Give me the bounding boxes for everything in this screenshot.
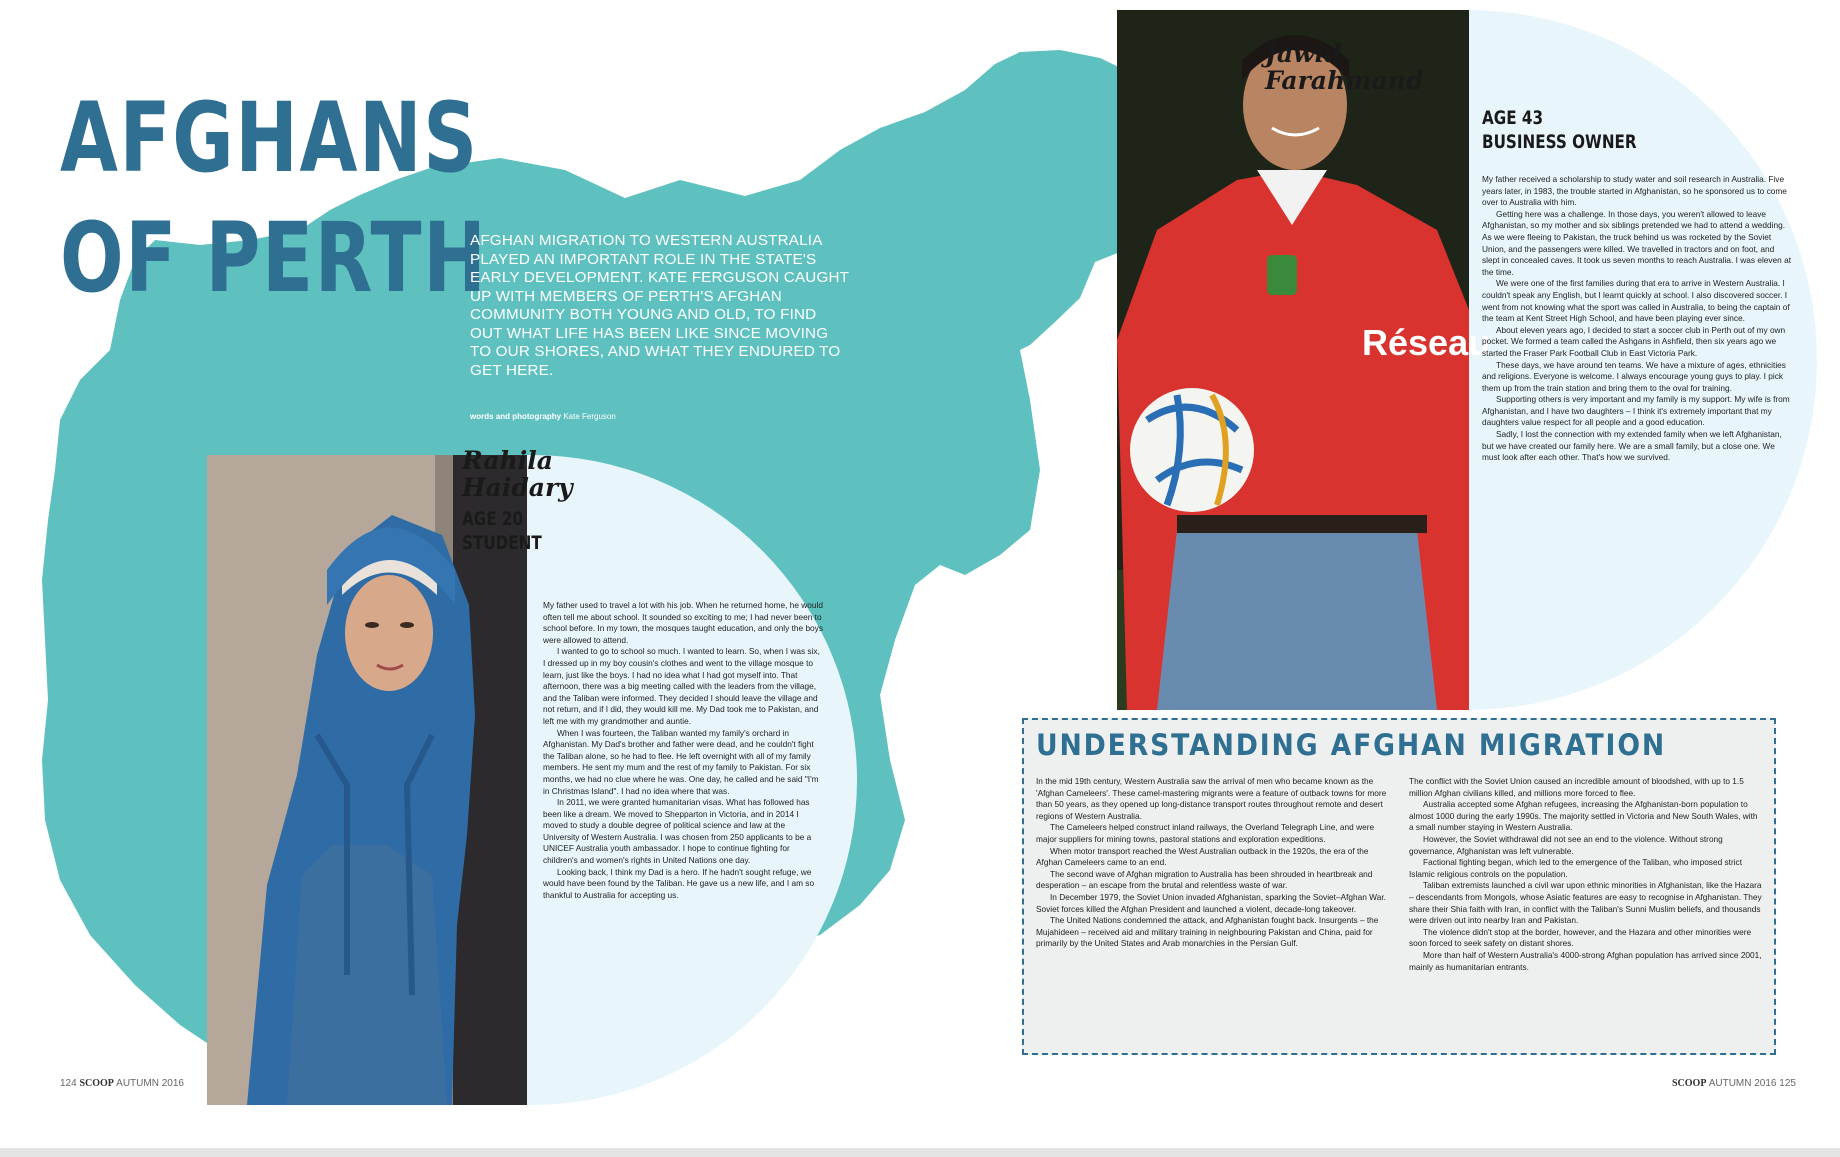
jawid-first-name: Jawid bbox=[1265, 39, 1342, 68]
sidebar-paragraph: The Cameleers helped construct inland railways, the Overland Telegraph Line, and were major suppliers for mining towns, pastoral stations and exploration expeditions. bbox=[1036, 822, 1375, 844]
rahila-paragraph: Looking back, I think my Dad is a hero. If he hadn't sought refuge, we would have been found by the Taliban. He gave us a new life, and I am so thankful to Australia for accepting us. bbox=[543, 866, 815, 900]
jawid-name bbox=[1265, 40, 1423, 94]
jawid-story bbox=[1482, 174, 1794, 464]
sidebar-paragraph: In the mid 19th century, Western Australia saw the arrival of men who became known as the 'Afghan Cameleers'. These camel-mastering migrants were a feature of outback towns for more than 50 years, as they opened up long-distance transport routes throughout remote and desert regions of Western Australia. bbox=[1036, 776, 1387, 821]
rahila-role: STUDENT bbox=[462, 532, 542, 554]
photo-credit bbox=[470, 412, 616, 421]
jawid-paragraph: Sadly, I lost the connection with my extended family when we left Afghanistan, but we have created our family here. We are a small family, but a close one. We must look after each other. That's how we survived. bbox=[1482, 429, 1782, 463]
sidebar-paragraph: However, the Soviet withdrawal did not see an end to the violence. Without strong governance, Afghanistan was left vulnerable. bbox=[1409, 833, 1723, 856]
jawid-role: BUSINESS OWNER bbox=[1482, 131, 1637, 153]
page-number-left: 124 bbox=[60, 1078, 77, 1089]
jawid-paragraph: My father received a scholarship to study water and soil research in Australia. Five years later, in 1983, the trouble started in Afghanistan, so he sponsored us to come over to Australia with him. bbox=[1482, 174, 1787, 208]
profile-circle-jawid bbox=[1117, 10, 1817, 710]
sidebar-paragraph: When motor transport reached the West Australian outback in the 1920s, the era of the Afghan Cameleers came to an end. bbox=[1036, 845, 1369, 868]
jawid-age: AGE 43 bbox=[1482, 107, 1544, 129]
jawid-last-name: Farahmand bbox=[1265, 66, 1424, 95]
rahila-paragraph: In 2011, we were granted humanitarian visas. What has followed has been like a dream. We moved to Shepparton in Victoria, and in 2014 I moved to study a double degree of political science and law at the University of Western Australia. I was chosen from 250 applicants to be a UNICEF Australia youth ambassador. I hope to continue fighting for children's and women's rights in United Nations one day. bbox=[543, 797, 812, 866]
folio-right bbox=[1672, 1078, 1796, 1089]
intro-paragraph: AFGHAN MIGRATION TO WESTERN AUSTRALIA PLAYED AN IMPORTANT ROLE IN THE STATE'S EARLY DEVELOPMENT. KATE FERGUSON CAUGHT UP WITH MEMBERS OF PERTH'S AFGHAN COMMUNITY BOTH YOUNG AND OLD, TO FIND OUT WHAT LIFE HAS BEEN LIKE SINCE MOVING TO OUR SHORES, AND WHAT THEY ENDURED TO GET HERE. bbox=[470, 232, 849, 379]
jawid-paragraph: We were one of the first families during that era to arrive in Western Australia. I couldn't speak any English, but I learnt quickly at school. I also discovered soccer. I went from not knowing what the sport was called in Australia, to being the captain of the team at Kent Street High School, and have been playing ever since. bbox=[1482, 278, 1790, 324]
rahila-meta bbox=[462, 507, 542, 555]
jawid-paragraph: About eleven years ago, I decided to start a soccer club in Perth out of my own pocket. We formed a team called the Ashgans in Ashfield, then six years ago we started the Fraser Park Football Club in East Victoria Park. bbox=[1482, 324, 1786, 358]
sidebar-paragraph: More than half of Western Australia's 4000-strong Afghan population has arrived since 2001, mainly as humanitarian entrants. bbox=[1409, 949, 1762, 972]
rahila-name bbox=[462, 447, 573, 501]
sidebar-column-1 bbox=[1036, 776, 1391, 950]
sidebar-paragraph: The United Nations condemned the attack, and Afghanistan fought back. Insurgents – the Mujahideen – received aid and military training in neighbouring Pakistan and China, paid for primarily by the United States and Arab monarchies in the Persian Gulf. bbox=[1036, 915, 1379, 949]
rahila-paragraph: My father used to travel a lot with his job. When he returned home, he would often tell me about school. It sounded so exciting to me; I had never been to school before. In my town, the mosques taught education, and only the boys were allowed to attend. bbox=[543, 600, 823, 645]
folio-left bbox=[60, 1078, 184, 1089]
jawid-paragraph: Supporting others is very important and my family is my support. My wife is from Afghanistan, and I have two daughters – I think it's extremely important that my daughters value respect for all people and a good education. bbox=[1482, 394, 1790, 428]
sidebar-paragraph: Taliban extremists launched a civil war upon ethnic minorities in Afghanistan, like the Hazara – descendants from Mongols, whose Asiatic features are easy to recognise in Afghanistan. They share their Shia faith with Iran, in conflict with the Taliban's Sunni Muslim beliefs, and thousands were driven out into nearby Iran and Pakistan. bbox=[1409, 880, 1762, 926]
bottom-gutter bbox=[0, 1148, 1840, 1157]
jawid-paragraph: Getting here was a challenge. In those days, you weren't allowed to leave Afghanistan, so my mother and six siblings pretended we had to attend a wedding. As we were fleeing to Pakistan, the truck behind us was rocketed by the Soviet Union, and the passengers were killed. We travelled in tractors and on foot, and slept in concealed caves. It took us seven months to reach Australia. I was eleven at the time. bbox=[1482, 208, 1791, 277]
page-title bbox=[60, 78, 487, 318]
sidebar-column-2 bbox=[1409, 776, 1764, 973]
issue-left: AUTUMN 2016 bbox=[116, 1078, 184, 1089]
rahila-first-name: Rahila bbox=[462, 446, 553, 475]
magazine-name-left: SCOOP bbox=[79, 1078, 114, 1089]
sidebar-paragraph: Australia accepted some Afghan refugees, increasing the Afghanistan-born population to almost 1000 during the early 1990s. The majority settled in Victoria and New South Wales, with a small number staying in Western Australia. bbox=[1409, 799, 1758, 833]
portrait-photo-jawid bbox=[1117, 10, 1491, 710]
issue-right: AUTUMN 2016 bbox=[1708, 1078, 1777, 1089]
page-number-right: 125 bbox=[1779, 1078, 1796, 1089]
rahila-paragraph: I wanted to go to school so much. I wanted to learn. So, when I was six, I dressed up in my boy cousin's clothes and went to the village mosque to learn, just like the boys. I had no idea what I had got myself into. That afternoon, there was a big meeting called with the leaders from the village, and the Taliban were informed. They decided I should leave the village and not return, and if I did, they would kill me. My Dad took me to Pakistan, and left me with my grandmother and auntie. bbox=[543, 646, 820, 726]
title-line-1: AFGHANS bbox=[60, 82, 479, 194]
jawid-paragraph: These days, we have around ten teams. We have a mixture of ages, ethnicities and religions. Everyone is welcome. I always encourage young guys to play. I pick them up from the train station and bring them to the oval for training. bbox=[1482, 359, 1786, 393]
sidebar-paragraph: Factional fighting began, which led to the emergence of the Taliban, who imposed strict Islamic religious controls on the population. bbox=[1409, 857, 1743, 879]
migration-sidebar-box bbox=[1022, 718, 1776, 1055]
rahila-last-name: Haidary bbox=[462, 473, 573, 502]
sidebar-paragraph: The violence didn't stop at the border, however, and the Hazara and other minorities were soon forced to seek safety on distant shores. bbox=[1409, 926, 1752, 949]
jawid-meta bbox=[1482, 106, 1637, 154]
rahila-age: AGE 20 bbox=[462, 508, 524, 530]
rahila-story bbox=[543, 600, 823, 901]
rahila-paragraph: When I was fourteen, the Taliban wanted my family's orchard in Afghanistan. My Dad's brother and father were dead, and he couldn't fight the Taliban alone, so he had to flee. He left overnight with all of my family members. He sent my mum and the rest of my family to Pakistan. For six months, we had no clue where he was. One day, he called and he said "I'm in Christmas Island". I had no idea where that was. bbox=[543, 727, 819, 796]
sidebar-paragraph: The second wave of Afghan migration to Australia has been shrouded in heartbreak and desperation – an escape from the brutal and relentless waste of war. bbox=[1036, 868, 1373, 891]
sidebar-paragraph: In December 1979, the Soviet Union invaded Afghanistan, sparking the Soviet–Afghan War. Soviet forces killed the Afghan President and launched a violent, decade-long takeover. bbox=[1036, 891, 1386, 914]
credit-label: words and photography bbox=[470, 412, 562, 421]
title-line-2: OF PERTH bbox=[60, 202, 488, 314]
magazine-name-right: SCOOP bbox=[1672, 1078, 1707, 1089]
jawid-shirt-text: Réseau bbox=[1362, 322, 1491, 363]
sidebar-paragraph: The conflict with the Soviet Union caused an incredible amount of bloodshed, with up to 1.5 million Afghan civilians killed, and millions more forced to flee. bbox=[1409, 776, 1744, 798]
credit-name: Kate Ferguson bbox=[563, 412, 616, 421]
sidebar-title: UNDERSTANDING AFGHAN MIGRATION bbox=[1036, 728, 1667, 762]
profile-circle-rahila bbox=[207, 446, 857, 1105]
